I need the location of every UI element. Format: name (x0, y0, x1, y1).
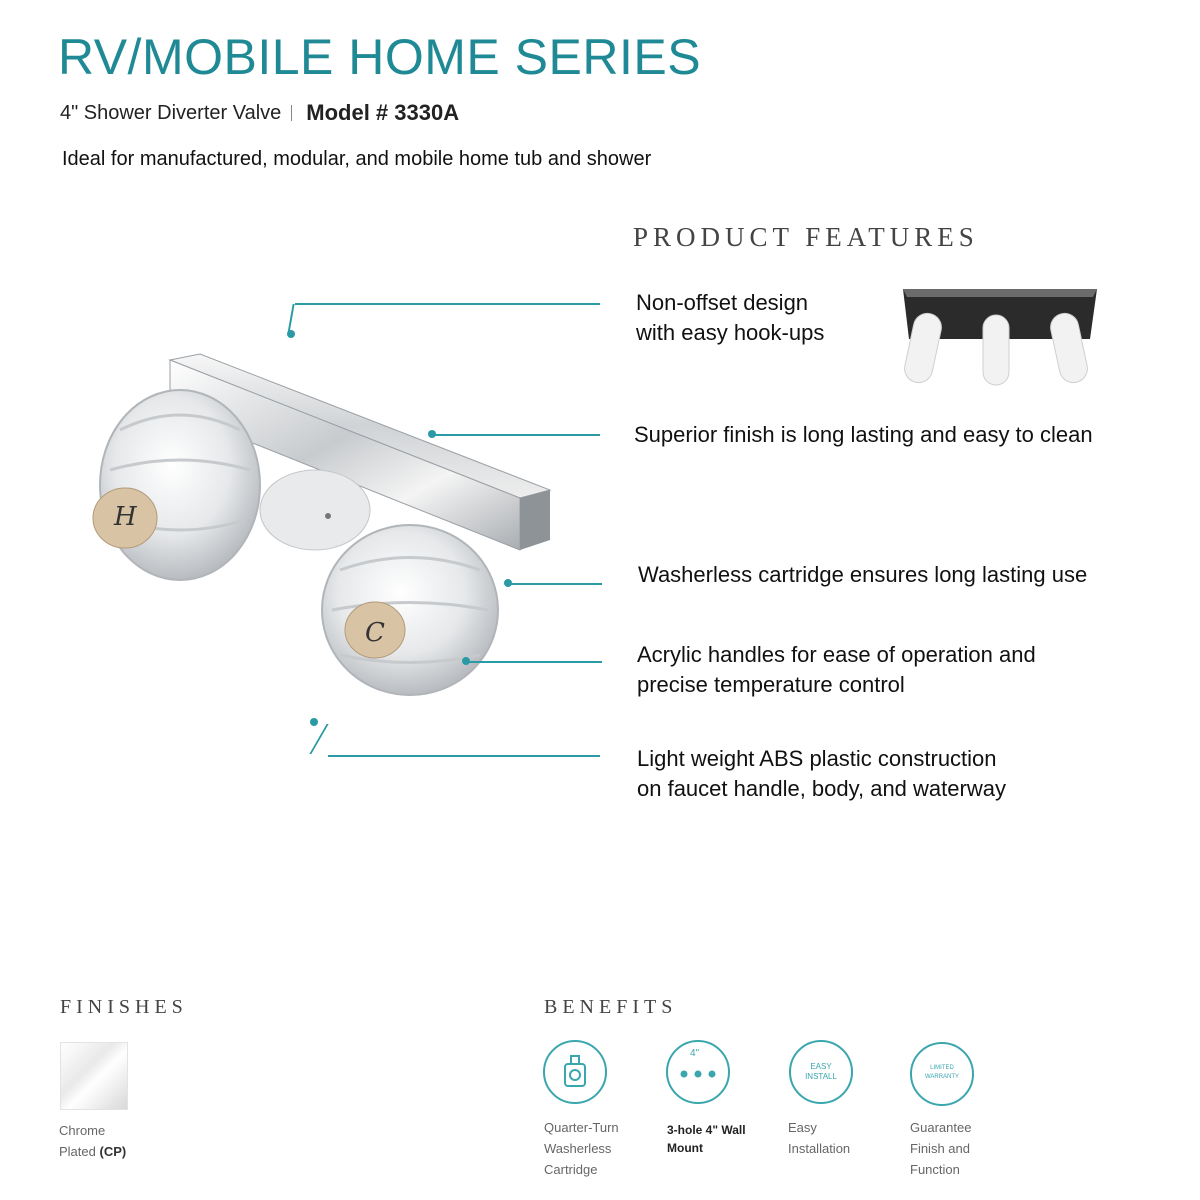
cartridge-icon (543, 1040, 607, 1104)
feature-item-4: Acrylic handles for ease of operation and precise temperature control (637, 642, 1036, 697)
product-tagline: Ideal for manufactured, modular, and mobile home tub and shower (62, 148, 652, 170)
feature-item-1: Non-offset design with easy hook-ups (636, 290, 825, 345)
leader-dot-3 (504, 579, 512, 587)
product-name: 4" Shower Diverter Valve (60, 101, 282, 124)
leader-dot-5 (310, 718, 318, 726)
chrome-finish-swatch (60, 1042, 128, 1110)
leader-line-1 (295, 303, 600, 305)
finishes-heading: FINISHES (60, 996, 188, 1018)
wall-mount-icon: 4" (666, 1040, 730, 1104)
product-features-heading: PRODUCT FEATURES (633, 222, 979, 252)
hot-handle (93, 390, 260, 580)
finish-label: Chrome Plated (CP) (59, 1123, 127, 1159)
leader-dot-2 (428, 430, 436, 438)
benefit-label-4: Guarantee Finish and Function (910, 1120, 972, 1177)
feature-item-2: Superior finish is long lasting and easy to clean (634, 422, 1093, 447)
easy-install-icon: EASY INSTALL (789, 1040, 853, 1104)
leader-line-5 (328, 755, 600, 757)
product-subtitle (60, 100, 459, 126)
benefit-label-3: Easy Installation (788, 1120, 851, 1156)
leader-line-3 (508, 583, 602, 585)
model-number: Model # 3330A (306, 100, 460, 125)
subtitle-divider (291, 105, 292, 121)
feature-item-3: Washerless cartridge ensures long lasting use (638, 562, 1088, 587)
page-title: RV/MOBILE HOME SERIES (58, 29, 702, 85)
benefits-heading: BENEFITS (544, 996, 678, 1018)
cold-indicator: C (365, 618, 385, 648)
leader-line-5-vert (309, 724, 328, 754)
benefit-label-1: Quarter-Turn Washerless Cartridge (544, 1120, 619, 1177)
faucet-image (70, 340, 590, 720)
warranty-icon: LIMITED WARRANTY (910, 1042, 974, 1106)
feature-item-5: Light weight ABS plastic construction on faucet handle, body, and waterway (637, 746, 1006, 801)
leader-line-4 (466, 661, 602, 663)
leader-dot-1 (287, 330, 295, 338)
hookup-image (895, 283, 1105, 393)
benefit-label-2: 3-hole 4" Wall Mount (667, 1123, 746, 1155)
leader-line-2 (432, 434, 600, 436)
hot-indicator: H (114, 502, 137, 532)
cold-handle (322, 525, 498, 695)
leader-dot-4 (462, 657, 470, 665)
